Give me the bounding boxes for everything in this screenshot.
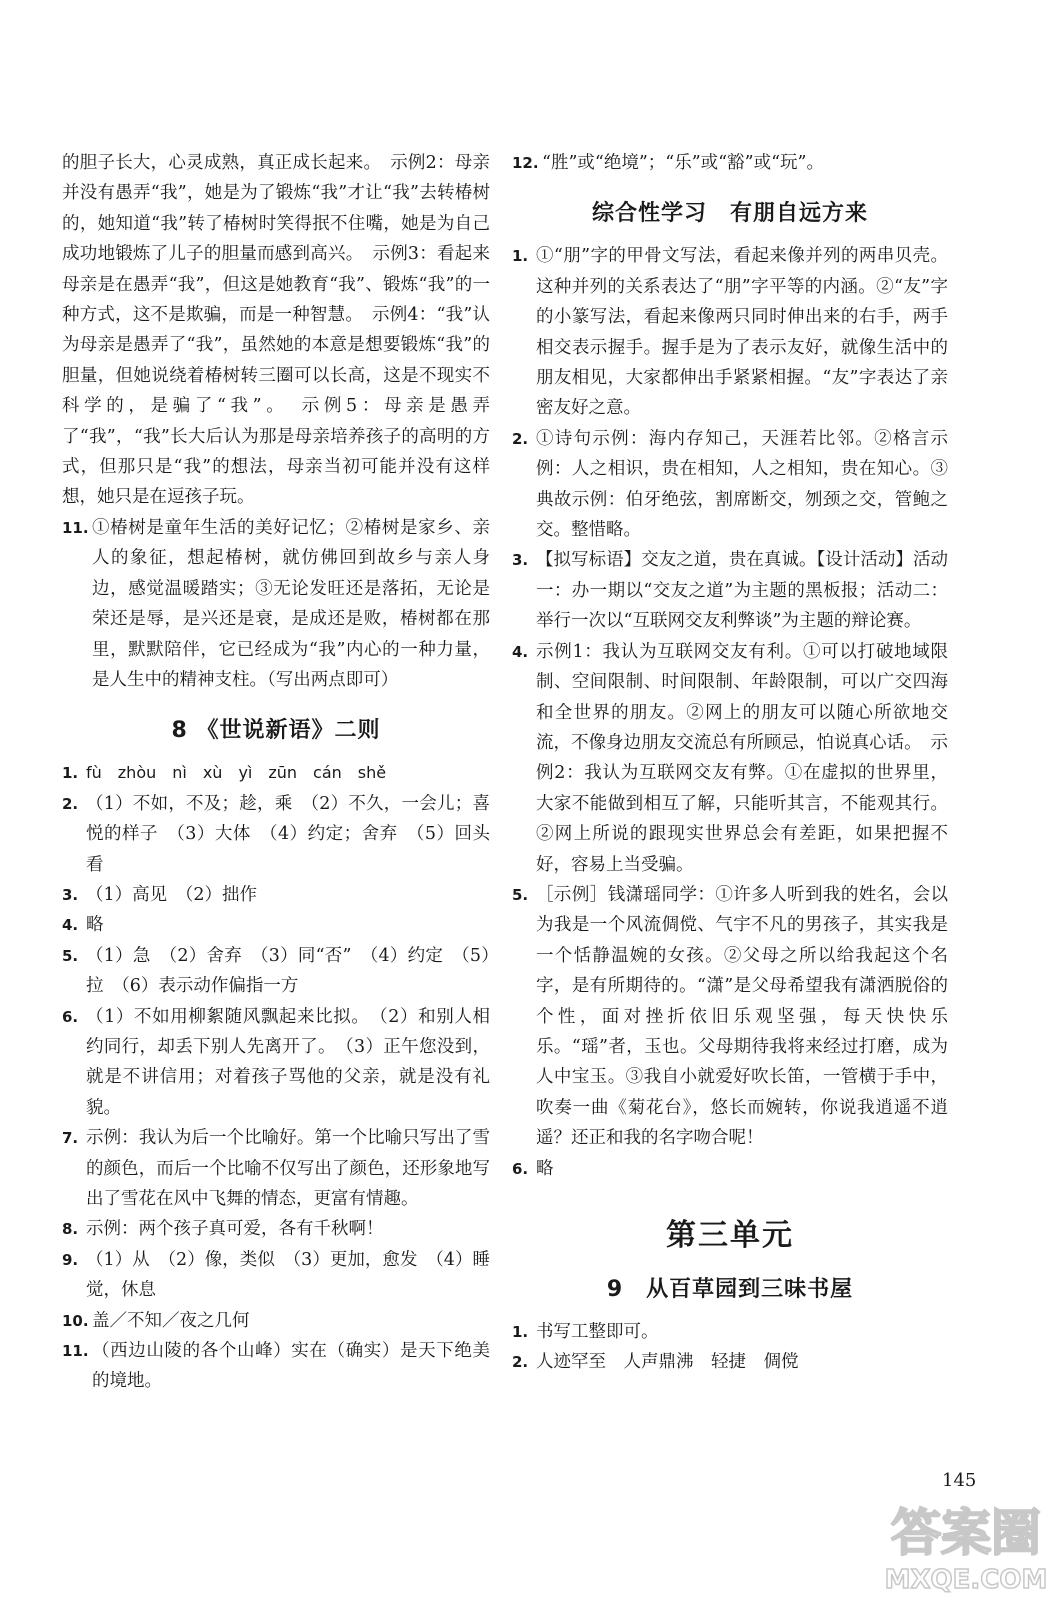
item-number: 4. xyxy=(512,642,529,661)
item-text: fù zhòu nì xù yì zūn cán shě xyxy=(86,763,387,783)
item-text: ①“朋”字的甲骨文写法，看起来像并列的两串贝壳。这种并列的关系表达了“朋”字平等的内涵。②“友”字的小篆写法，看起来像两只同时伸出来的右手，两手相交表示握手。握手是为了表示友好，就像生活中的朋友相见，大家都伸出手紧紧相握。“友”字表达了亲密友好之意。 xyxy=(536,246,948,419)
answer-item xyxy=(512,637,948,880)
question-11 xyxy=(62,513,490,695)
item-number: 10. xyxy=(62,1311,89,1330)
item-text: 盖／不知／夜之几何 xyxy=(92,1310,250,1331)
item-text: ①诗句示例：海内存知己，天涯若比邻。②格言示例：人之相识，贵在相知，人之相知，贵在知心。③典故示例：伯牙绝弦，割席断交，刎颈之交，管鲍之交。整惜略。 xyxy=(536,428,948,541)
answer-item xyxy=(512,1317,948,1347)
item-text: （1）急 （2）舍弃 （3）同“否” （4）约定 （5）拉 （6）表示动作偏指一方 xyxy=(86,945,490,997)
item-text: ［示例］钱潇瑶同学：①许多人听到我的姓名，会以为我是一个风流倜傥、气宇不凡的男孩子，其实我是一个恬静温婉的女孩。②父母之所以给我起这个名字，是有所期待的。“潇”是父母希望我有潇洒脱俗的个性，面对挫折依旧乐观坚强，每天快快乐乐。“瑶”者，玉也。父母期待我将来经过打磨，成为人中宝玉。③我自小就爱好吹长笛，一管横于手中，吹奏一曲《菊花台》，悠长而婉转，你说我逍遥不逍遥？还正和我的名字吻合呢！ xyxy=(536,884,948,1149)
item-number: 7. xyxy=(62,1129,79,1148)
item-number: 4. xyxy=(62,916,79,935)
item-number: 1. xyxy=(512,247,529,266)
page-number: 145 xyxy=(942,1470,977,1491)
item-number: 6. xyxy=(512,1159,529,1178)
item-text: 略 xyxy=(536,1158,554,1179)
item-text: 示例1：我认为互联网交友有利。①可以打破地域限制、空间限制、时间限制、年龄限制，可以广交四海和全世界的朋友。②网上的朋友可以随心所欲地交流，不像身边朋友交流总有所顾忌，怕说真心话。 示例2：我认为互联网交友有弊。①在虚拟的世界里，大家不能做到相互了解，只能听其言，不能观其行。②网上所说的跟现实世界总会有差距，如果把握不好，容易上当受骗。 xyxy=(536,641,948,875)
item-number: 11. xyxy=(62,1342,89,1361)
left-column xyxy=(62,148,490,1397)
answer-item xyxy=(62,1214,490,1244)
answer-item xyxy=(512,241,948,423)
item-text: （1）不如，不及；趁，乘 （2）不久，一会儿；喜悦的样子 （3）大体 （4）约定；舍弃 （5）回头看 xyxy=(86,793,490,875)
answer-item xyxy=(62,1306,490,1336)
question-answer: “胜”或“绝境”；“乐”或“豁”或“玩”。 xyxy=(542,153,824,173)
item-number: 8. xyxy=(62,1220,79,1239)
answer-item xyxy=(62,880,490,910)
item-text: 【拟写标语】交友之道，贵在真诚。【设计活动】活动一：办一期以“交友之道”为主题的黑板报；活动二：举行一次以“互联网交友利弊谈”为主题的辩论赛。 xyxy=(536,550,948,632)
item-number: 1. xyxy=(62,764,79,783)
continuation-paragraph: 的胆子长大，心灵成熟，真正成长起来。 示例2：母亲并没有愚弄“我”，她是为了锻炼“我”才让“我”去转椿树的，她知道“我”转了椿树时笑得抿不住嘴，她是为自己成功地锻炼了儿子的胆量而感到高兴。 示例3：看起来母亲是在愚弄“我”，但这是她教育“我”、锻炼“我”的一种方式，这不是欺骗，而是一种智慧。 示例4：“我”认为母亲是愚弄了“我”，虽然她的本意是想要锻炼“我”的胆量，但她说绕着椿树转三圈可以长高，这是不现实不科学的，是骗了“我”。 示例5：母亲是愚弄了“我”，“我”长大后认为那是母亲培养孩子的高明的方式，但那只是“我”的想法，母亲当初可能并没有这样想，她只是在逗孩子玩。 xyxy=(62,153,490,508)
right-column xyxy=(512,148,948,1378)
answer-item xyxy=(62,1245,490,1306)
question-number: 12. xyxy=(512,154,539,172)
answer-item xyxy=(512,545,948,636)
answer-item xyxy=(62,1123,490,1214)
item-text: （西边山陵的各个山峰）实在（确实）是天下绝美的境地。 xyxy=(92,1341,490,1392)
watermark-logo xyxy=(872,1488,1060,1596)
answer-item xyxy=(62,1336,490,1397)
item-number: 1. xyxy=(512,1323,529,1341)
section-title-baicaoyuan: 9 从百草园到三味书屋 xyxy=(606,1277,854,1302)
answer-item xyxy=(62,789,490,880)
item-number: 5. xyxy=(512,885,529,904)
answer-item xyxy=(62,941,490,1002)
unit-title: 第三单元 xyxy=(666,1218,794,1253)
item-number: 5. xyxy=(62,946,79,965)
question-number: 11. xyxy=(62,518,89,537)
answer-item xyxy=(62,758,490,788)
question-answer: ①椿树是童年生活的美好记忆；②椿树是家乡、亲人的象征，想起椿树，就仿佛回到故乡与亲人身边，感觉温暖踏实；③无论发旺还是落拓，无论是荣还是辱，是兴还是衰，是成还是败，椿树都在那里，默默陪伴，它已经成为“我”内心的一种力量，是人生中的精神支柱。（写出两点即可） xyxy=(92,517,490,690)
answer-item xyxy=(62,910,490,940)
item-number: 2. xyxy=(512,1353,529,1372)
item-number: 3. xyxy=(512,551,529,570)
item-text: （1）高见 （2）拙作 xyxy=(86,884,258,905)
item-number: 6. xyxy=(62,1007,79,1026)
item-number: 2. xyxy=(62,794,79,813)
section-title-shishuo: 8 《世说新语》二则 xyxy=(171,718,381,744)
item-text: （1）从 （2）像，类似 （3）更加，愈发 （4）睡觉，休息 xyxy=(86,1249,490,1301)
item-number: 3. xyxy=(62,885,79,904)
watermark-url-text: MXQE.COM xyxy=(884,1565,1048,1595)
item-text: （1）不如用柳絮随风飘起来比拟。 （2）和别人相约同行，却丢下别人先离开了。 （3）正午您没到，就是不讲信用；对着孩子骂他的父亲，就是没有礼貌。 xyxy=(86,1006,490,1118)
answer-item xyxy=(512,424,948,546)
question-12 xyxy=(512,148,948,178)
item-number: 2. xyxy=(512,429,529,448)
item-text: 书写工整即可。 xyxy=(536,1322,659,1342)
watermark-main-text: 答案圈 xyxy=(891,1504,1041,1562)
item-text: 略 xyxy=(86,915,104,936)
section-title-zonghe: 综合性学习 有朋自远方来 xyxy=(591,201,868,227)
answer-item xyxy=(62,1002,490,1124)
item-text: 示例：两个孩子真可爱，各有千秋啊！ xyxy=(86,1219,384,1240)
item-number: 9. xyxy=(62,1250,79,1269)
answer-item xyxy=(512,880,948,1154)
answer-item xyxy=(512,1154,948,1184)
item-text: 人迹罕至 人声鼎沸 轻捷 倜傥 xyxy=(536,1352,799,1373)
item-text: 示例：我认为后一个比喻好。第一个比喻只写出了雪的颜色，而后一个比喻不仅写出了颜色，还形象地写出了雪花在风中飞舞的情态，更富有情趣。 xyxy=(86,1128,490,1209)
answer-item xyxy=(512,1347,948,1377)
